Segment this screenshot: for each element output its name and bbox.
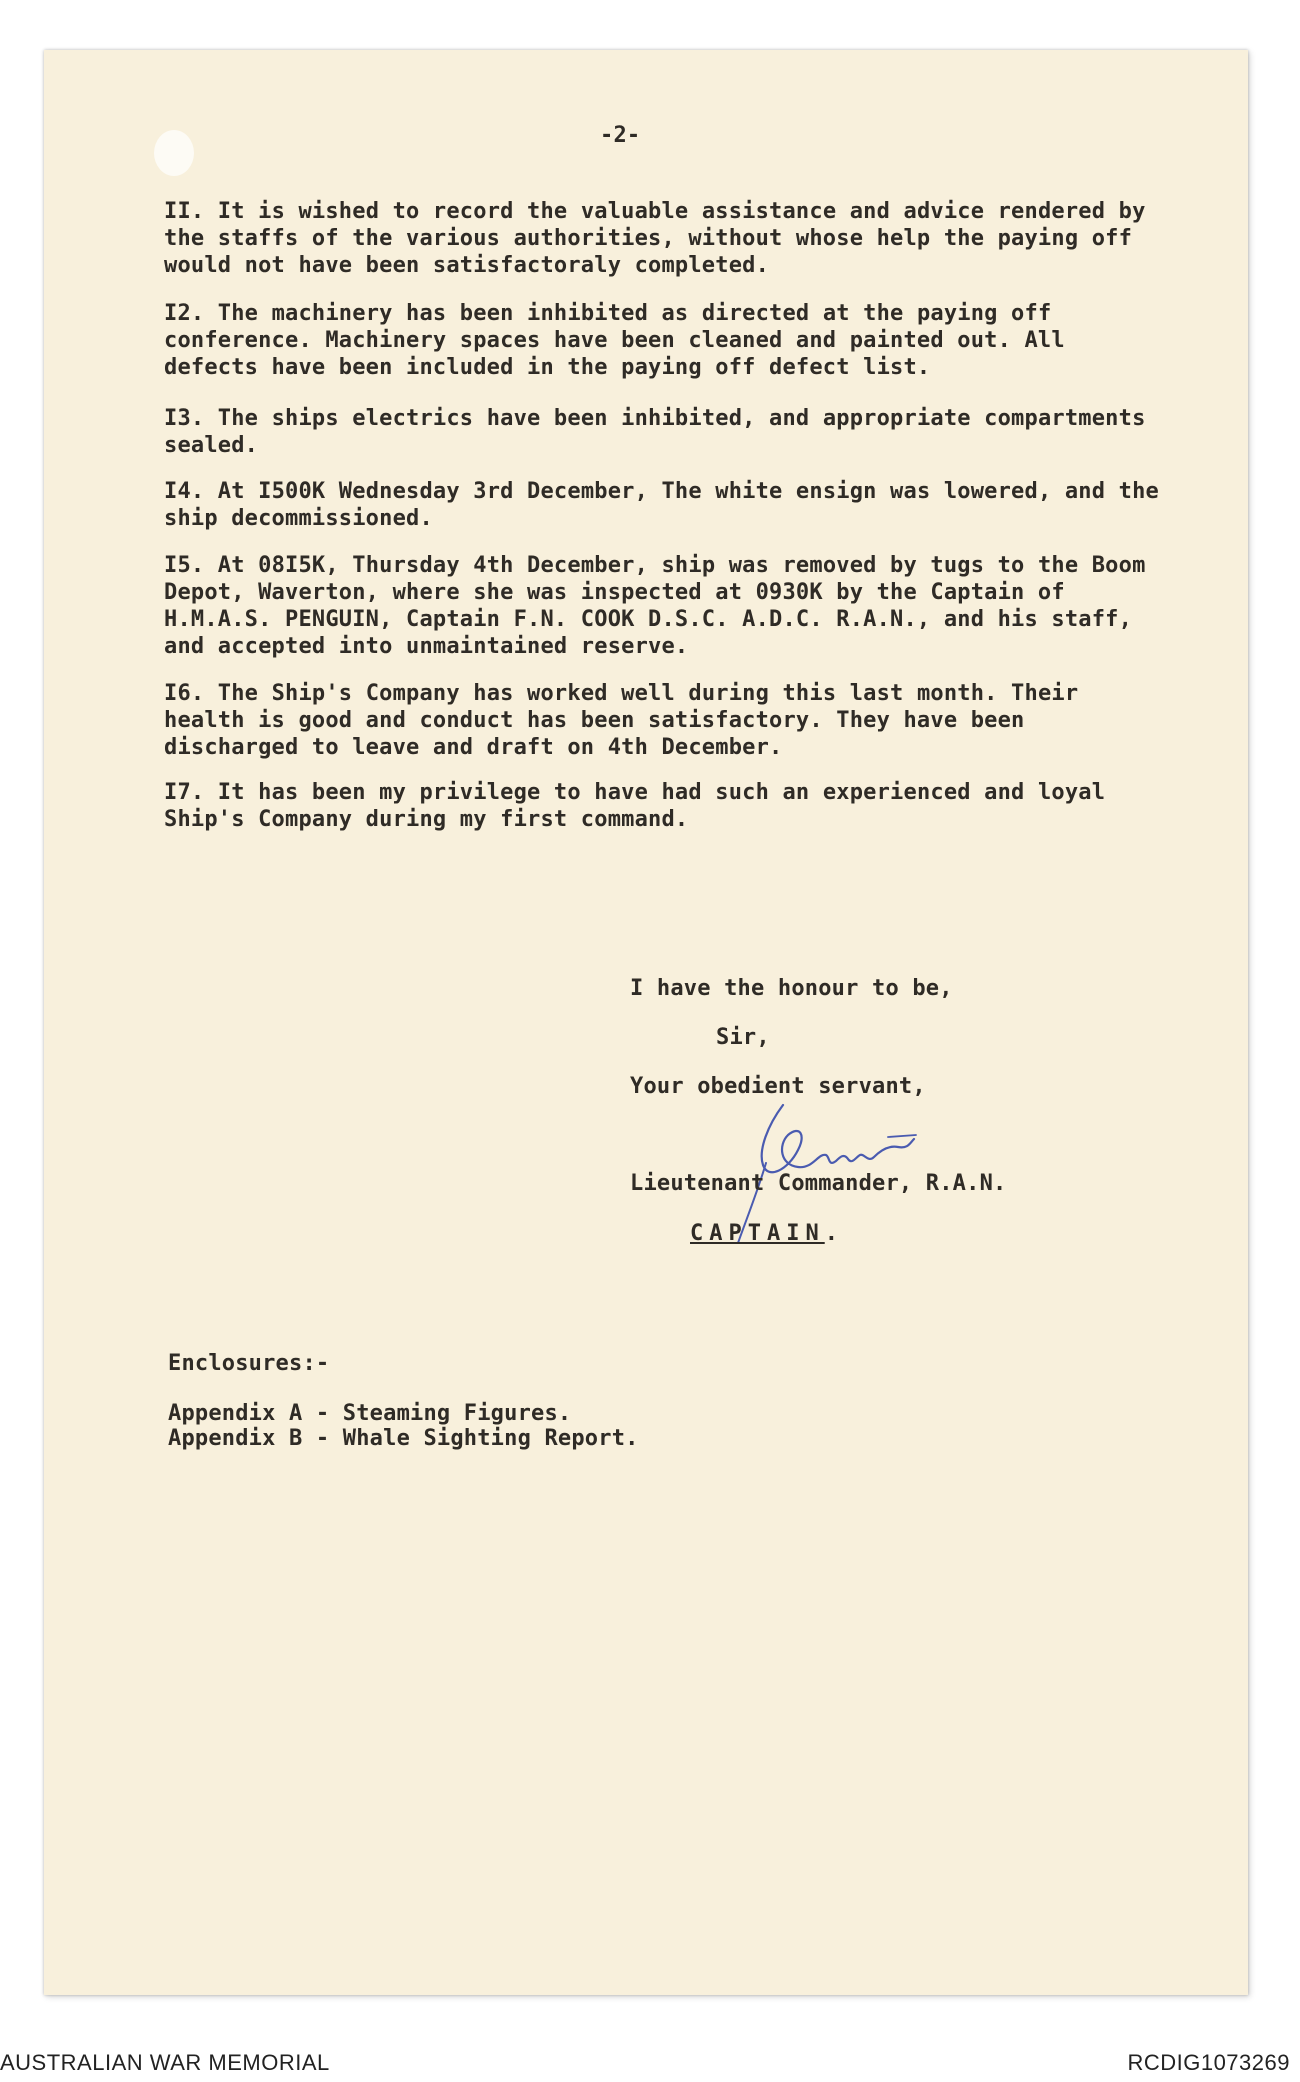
enclosure-item: Appendix B - Whale Sighting Report.	[168, 1426, 639, 1451]
paragraph-text: It is wished to record the valuable assistance and advice rendered by the staffs of the various authorities, without whose help the paying off would not have been satisfactoraly completed.	[164, 199, 1146, 278]
closing-servant: Your obedient servant,	[630, 1074, 926, 1099]
closing-salutation: I have the honour to be,	[630, 976, 953, 1001]
paragraph-number: I4.	[164, 479, 205, 504]
captain-label: CAPTAIN	[690, 1221, 825, 1246]
paragraph-number: I2.	[164, 301, 205, 326]
paper-damage	[154, 130, 194, 176]
paragraph-11	[164, 198, 1164, 279]
paragraph-number: I7.	[164, 780, 205, 805]
footer-source: AUSTRALIAN WAR MEMORIAL	[0, 2050, 330, 2075]
paragraph-number: I5.	[164, 553, 205, 578]
footer-id: RCDIG1073269	[1127, 2050, 1290, 2075]
paragraph-text: It has been my privilege to have had such an experienced and loyal Ship's Company during my first command.	[164, 780, 1106, 832]
paragraph-16	[164, 680, 1164, 761]
captain-suffix: .	[824, 1221, 839, 1246]
paragraph-number: I3.	[164, 406, 205, 431]
paragraph-14	[164, 478, 1164, 532]
paragraph-17	[164, 779, 1164, 833]
paragraph-13	[164, 405, 1164, 459]
page-number: -2-	[600, 123, 641, 148]
enclosure-item: Appendix A - Steaming Figures.	[168, 1401, 572, 1426]
paragraph-text: At I500K Wednesday 3rd December, The white ensign was lowered, and the ship decommissioned.	[164, 479, 1159, 531]
paragraph-text: The ships electrics have been inhibited, and appropriate compartments sealed.	[164, 406, 1146, 458]
paragraph-15	[164, 552, 1164, 660]
paragraph-number: II.	[164, 199, 205, 224]
signatory-title	[690, 1220, 838, 1247]
paragraph-text: The Ship's Company has worked well during this last month. Their health is good and conduct has been satisfactory. They have been discharged to leave and draft on 4th December.	[164, 681, 1079, 760]
paragraph-12	[164, 300, 1164, 381]
signatory-rank: Lieutenant Commander, R.A.N.	[630, 1171, 1007, 1196]
paragraph-text: The machinery has been inhibited as directed at the paying off conference. Machinery spaces have been cleaned and painted out. All defects have been included in the paying off defect list.	[164, 301, 1065, 380]
enclosures-heading: Enclosures:-	[168, 1351, 330, 1376]
paragraph-text: At 08I5K, Thursday 4th December, ship was removed by tugs to the Boom Depot, Waverton, where she was inspected at 0930K by the Captain of H.M.A.S. PENGUIN, Captain F.N. COOK D.S.C. A.D.C. R.A.N., and his staff, and accepted into unmaintained reserve.	[164, 553, 1146, 659]
paragraph-number: I6.	[164, 681, 205, 706]
closing-sir: Sir,	[716, 1025, 770, 1050]
